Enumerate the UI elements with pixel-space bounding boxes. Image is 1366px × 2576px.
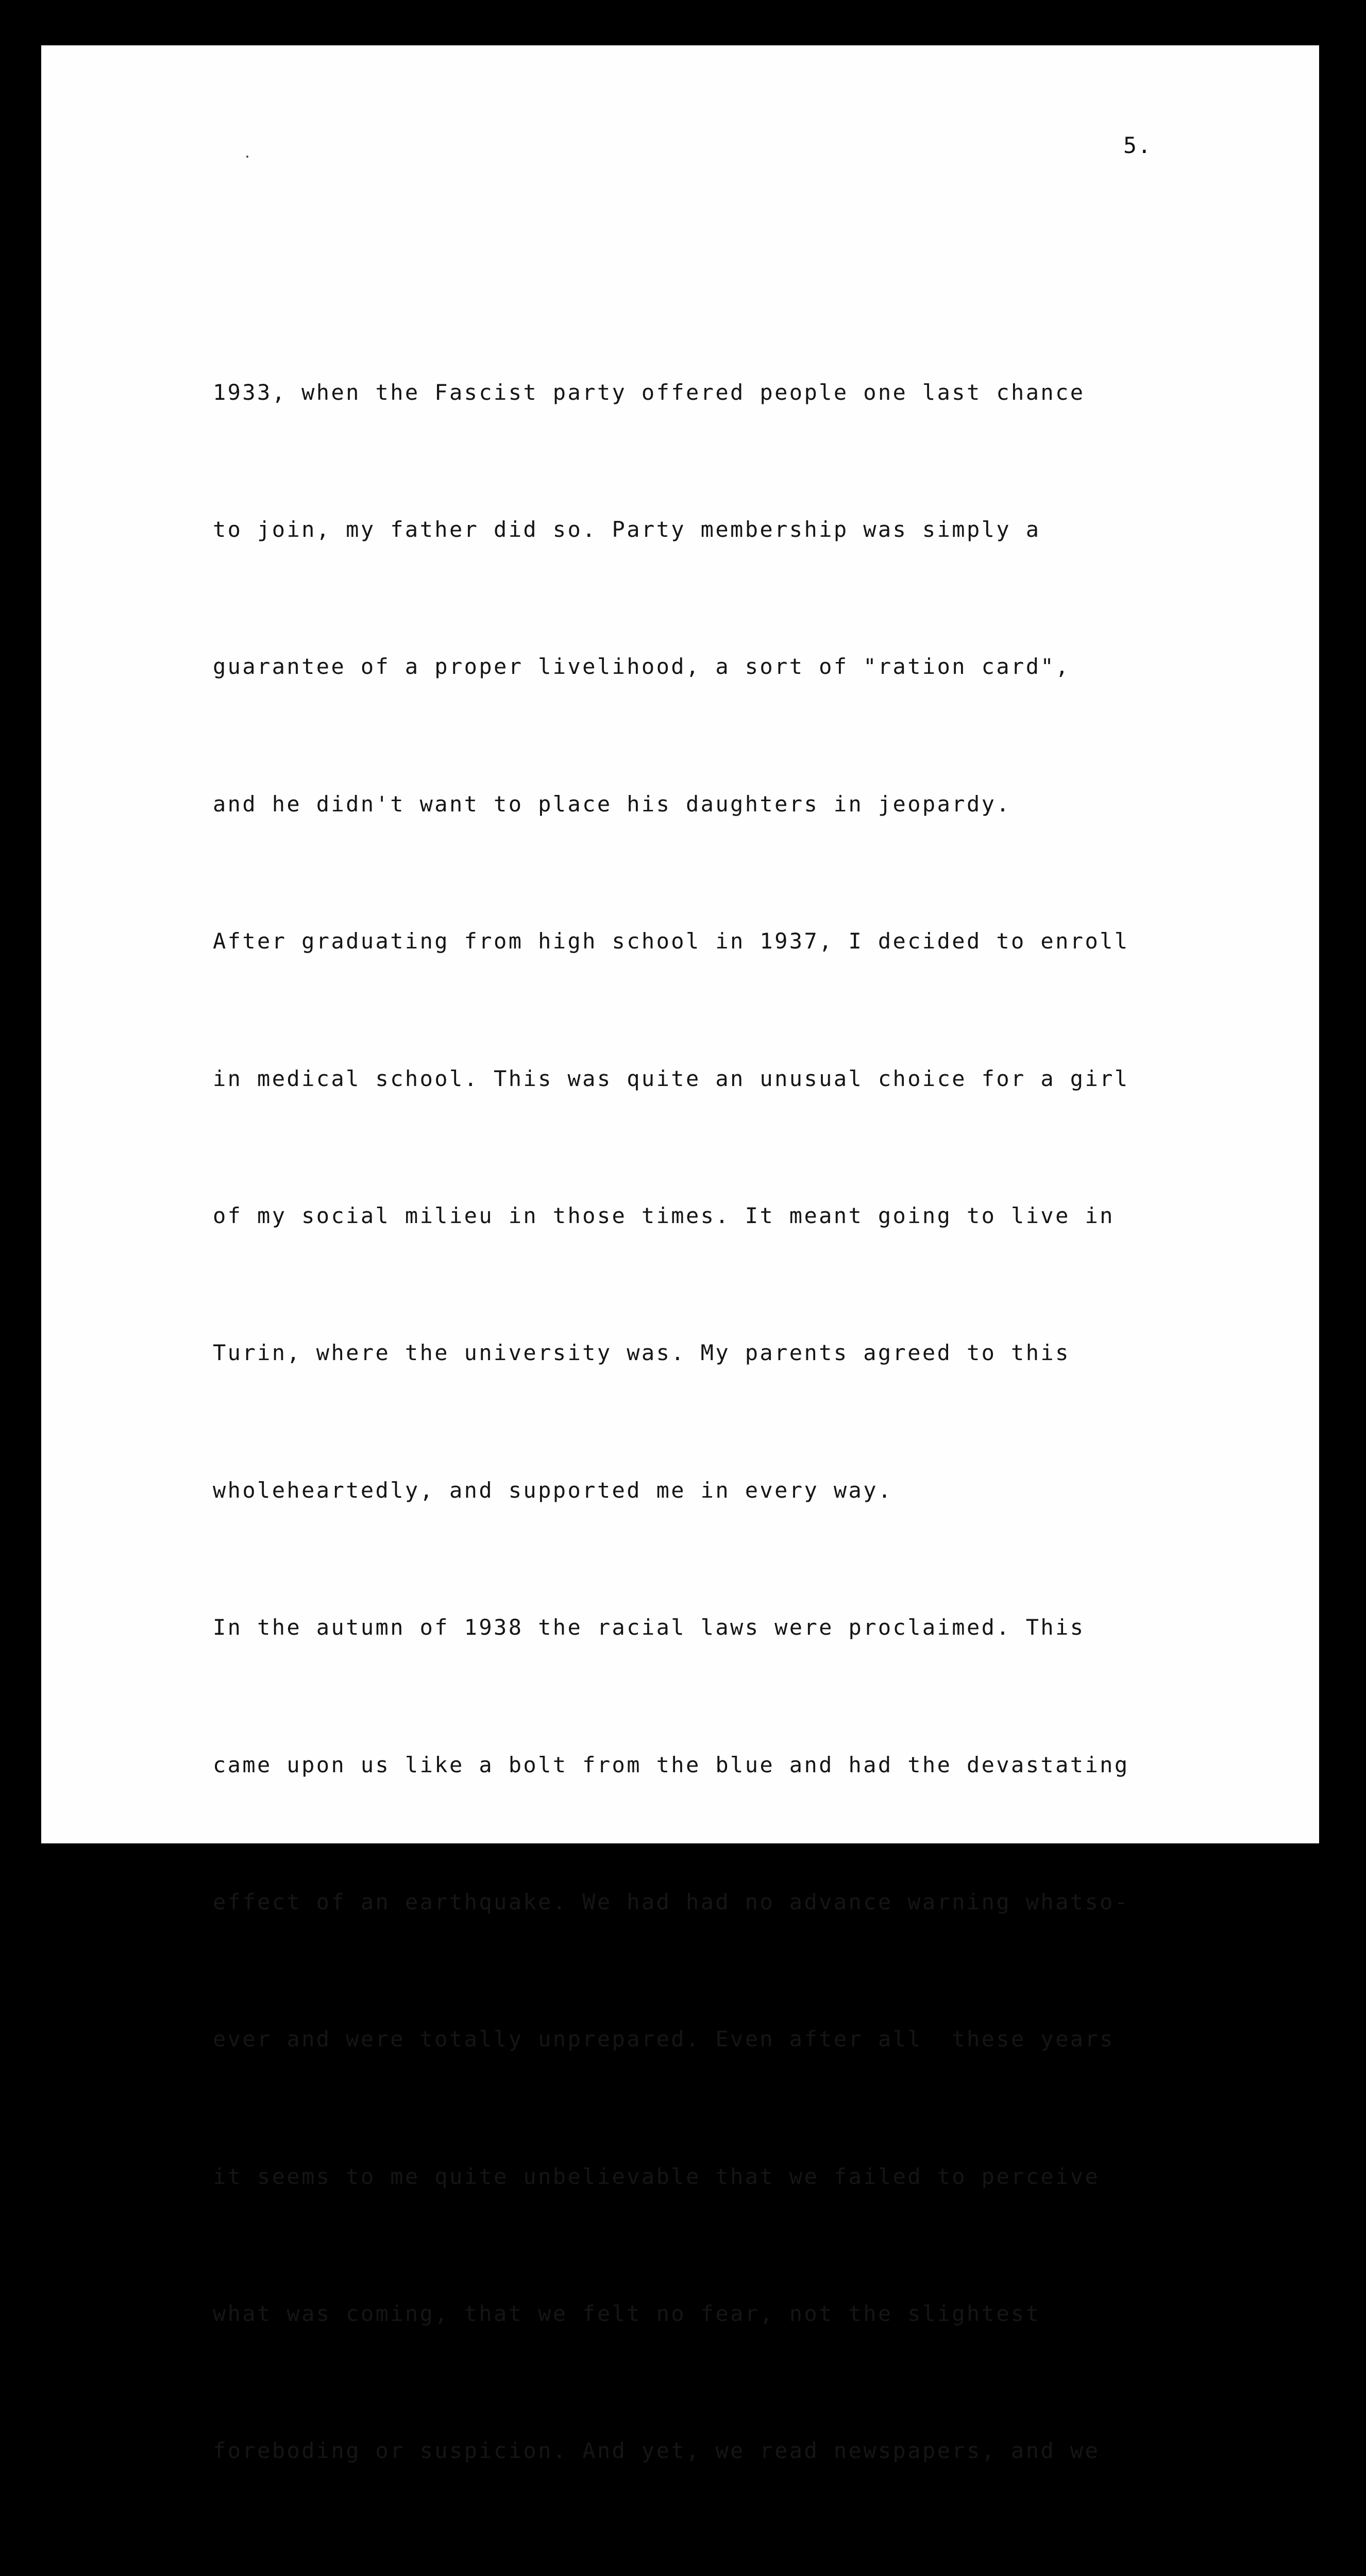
text-line (213, 2566, 1321, 2576)
body-text (213, 278, 1321, 2576)
text-line: in medical school. This was quite an unusual choice for a girl (213, 1065, 1129, 1091)
text-line: and he didn't want to place his daughters in jeopardy. (213, 791, 1011, 817)
text-line: what was coming, that we felt no fear, not the slightest (213, 2301, 1041, 2327)
paper-speck (246, 156, 248, 158)
text-line: 1933, when the Fascist party offered people one last chance (213, 379, 1085, 405)
text-line: In the autumn of 1938 the racial laws were proclaimed. This (213, 1615, 1085, 1640)
text-line: came upon us like a bolt from the blue and had the devastating (213, 1752, 1129, 1777)
text-line: foreboding or suspicion. And yet, we read newspapers, and we (213, 2438, 1100, 2464)
text-line: After graduating from high school in 1937, I decided to enroll (213, 928, 1129, 954)
text-line: of my social milieu in those times. It meant going to live in (213, 1202, 1115, 1228)
text-line: Turin, where the university was. My parents agreed to this (213, 1340, 1070, 1366)
document-page (41, 45, 1319, 2464)
text-line: wholeheartedly, and supported me in every way. (213, 1477, 893, 1503)
text-line: effect of an earthquake. We had had no advance warning whatso- (213, 1889, 1129, 1914)
text-line: ever and were totally unprepared. Even after all these years (213, 2026, 1115, 2052)
page-number: 5. (1123, 133, 1152, 159)
text-line: guarantee of a proper livelihood, a sort of "ration card", (213, 654, 1070, 680)
text-line: to join, my father did so. Party membership was simply a (213, 516, 1041, 542)
text-line: it seems to me quite unbelievable that we failed to perceive (213, 2163, 1100, 2189)
